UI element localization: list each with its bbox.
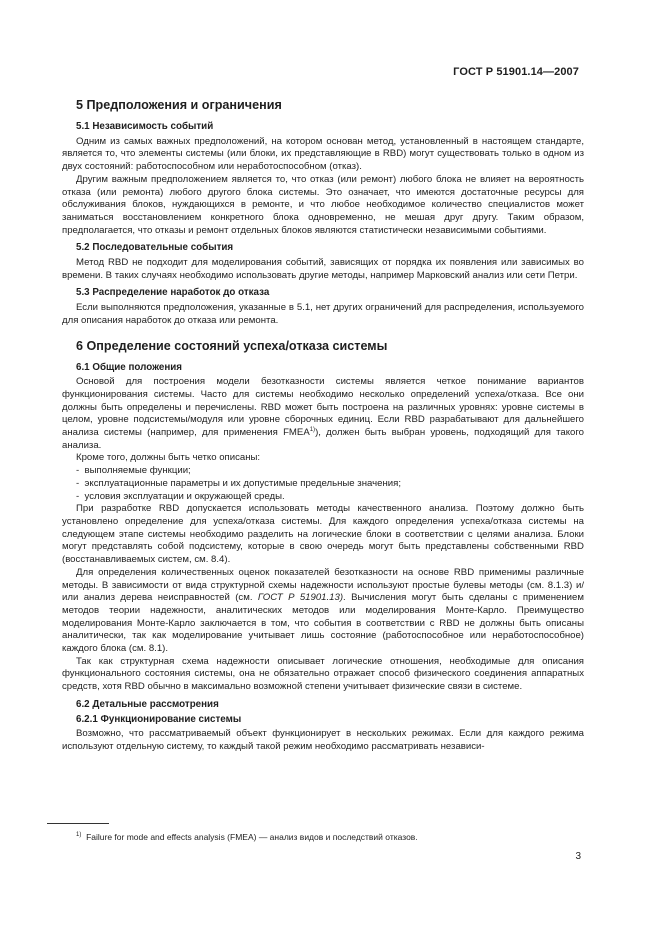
standard-reference: ГОСТ Р 51901.13) (257, 592, 344, 604)
subsection-6-2-1-heading: 6.2.1 Функционирование системы (76, 713, 242, 725)
subsection-5-3-heading: 5.3 Распределение наработок до отказа (76, 287, 270, 299)
paragraph: Так как структурная схема надежности описывает логические отношения, необходимые для описания функционального состояния системы, она не обязательно отражает способ физического соединения аппаратных средств, хотя RBD обычно в максимально возможной степени учитывает физические связи в системе. (62, 655, 584, 693)
subsection-6-1-heading: 6.1 Общие положения (76, 361, 183, 373)
list-item: - эксплуатационные параметры и их допустимые предельные значения; (76, 478, 584, 491)
paragraph: Одним из самых важных предположений, на котором основан метод, установленный в настоящем стандарте, является то, что элементы системы (или блоки, их представляющие в RBD) могут существовать только в одном из двух состояний: работоспособном или неработоспособном (отказ). (62, 135, 584, 173)
subsection-5-2-heading: 5.2 Последовательные события (76, 242, 234, 254)
footnote-divider (47, 823, 109, 824)
paragraph: Возможно, что рассматриваемый объект функционирует в нескольких режимах. Если для каждого режима используют отдельную систему, то каждый такой режим необходимо рассматривать независи- (62, 728, 584, 752)
paragraph: Если выполняются предположения, указанные в 5.1, нет других ограничений для распределения, используемого для описания наработок до отказа или ремонта. (62, 302, 584, 326)
section-6-heading: 6 Определение состояний успеха/отказа системы (76, 338, 388, 353)
paragraph-text: . Вычисления могут быть сделаны с применением методов теории надежности, аналитических методов или моделирования Монте-Карло. Преимущество моделирования Монте-Карло заключается в том, что события в соответствии с RBD не должны быть описаны аналитически, так как моделирование учитывает лишь состояние (работоспособное или неработоспособное) каждого блока (см. 8.1). (62, 592, 584, 655)
paragraph (62, 376, 584, 452)
dash-list (62, 465, 584, 503)
footnote-mark: 1) (76, 832, 82, 838)
list-item: - выполняемые функции; (76, 465, 584, 478)
paragraph: Метод RBD не подходит для моделирования событий, зависящих от порядка их появления или зависимых во времени. В таких случаях необходимо использовать другие методы, например Марковский анализ или сети Петри. (62, 257, 584, 281)
paragraph: Другим важным предположением является то, что отказ (или ремонт) любого блока не влияет на вероятность отказа (или ремонта) любого другого блока системы. Это означает, что имеются достаточные ресурсы для обслуживания блоков, нуждающихся в ремонте, и что любое необходимое количество специалистов может заниматься восстановлением конкретного блока одновременно, не мешая друг другу. Таким образом, предполагается, что отказы и ремонт отдельных блоков являются статистически независимыми событиями. (62, 173, 584, 236)
paragraph: При разработке RBD допускается использовать методы качественного анализа. Поэтому должно быть установлено определение для успеха/отказа системы. Для каждого определения успеха/отказа системы на следующем этапе системы необходимо разделить на логические блоки в соответствии с целями анализа. Блоки могут представлять собой подсистему, которые в свою очередь могут быть представлены собственными RBD (восстанавливаемых систем, см. 8.4). (62, 503, 584, 566)
footnote (76, 830, 596, 843)
page-number: 3 (575, 851, 581, 862)
standard-header: ГОСТ Р 51901.14—2007 (453, 66, 579, 78)
paragraph-text: Основой для построения модели безотказности системы является четкое понимание вариантов функционирования системы. Часто для системы необходимо несколько определений успеха/отказа. Все они должны быть определены и перечислены. RBD может быть построена на различных уровнях: уровне системы в целом, уровне подсистемы/модуля или уровне сборочных единиц. Если RBD разрабатывают для дальнейшего анализа системы (например, для применения FMEA (62, 376, 584, 439)
paragraph-text: Для определения количественных оценок показателей безотказности на основе RBD применимы различные методы. В зависимости от вида структурной схемы надежности используют простые булевы методы (см. 8.1.3) и/или анализ дерева неисправностей (см. (62, 566, 584, 604)
footnote-reference: 1) (309, 426, 316, 433)
paragraph-text: ), должен быть выбран уровень, подходящий для такого анализа. (62, 427, 584, 451)
page-content (62, 97, 584, 754)
list-item: - условия эксплуатации и окружающей среды. (76, 491, 584, 504)
footnote-text: Failure for mode and effects analysis (FMEA) — анализ видов и последствий отказов. (86, 831, 418, 842)
subsection-6-2-heading: 6.2 Детальные рассмотрения (76, 698, 219, 710)
paragraph: Кроме того, должны быть четко описаны: (76, 452, 261, 464)
section-5-heading: 5 Предположения и ограничения (76, 98, 282, 112)
subsection-5-1-heading: 5.1 Независимость событий (76, 121, 214, 132)
paragraph (62, 567, 584, 656)
